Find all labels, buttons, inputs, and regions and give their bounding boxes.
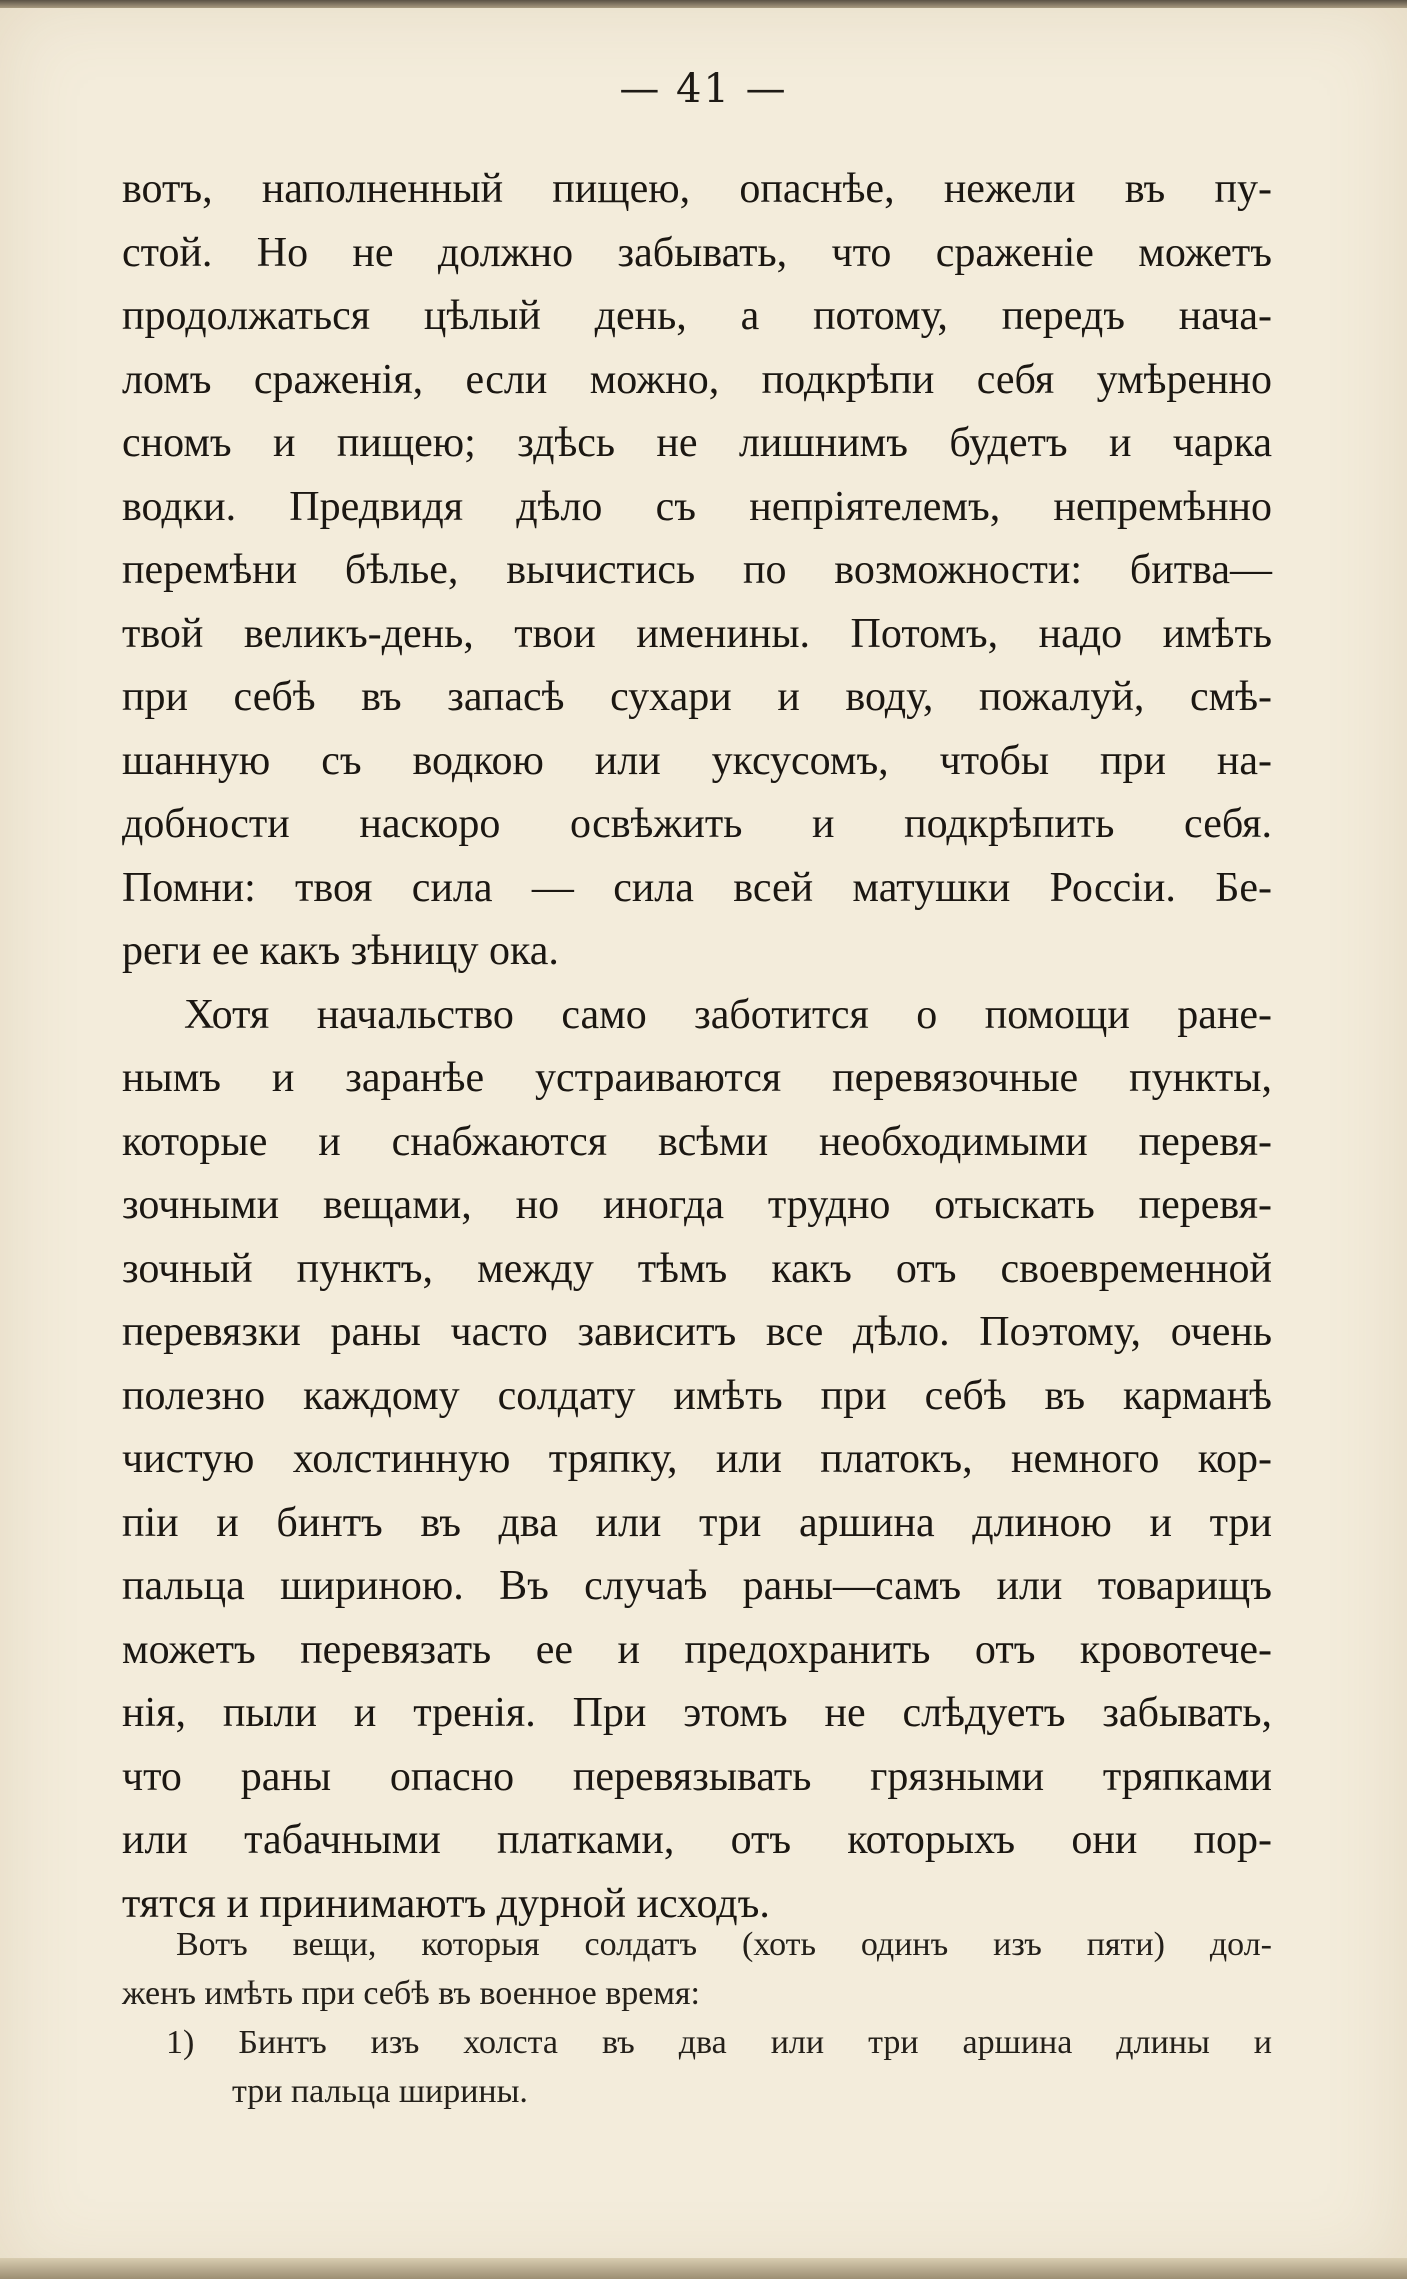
- text-line: которые и снабжаются всѣми необходимыми перевя-: [122, 1118, 1272, 1165]
- text-line: Помни: твоя сила — сила всей матушки Россіи. Бе-: [122, 864, 1272, 911]
- list-item-1-line: три пальца ширины.: [232, 2073, 528, 2110]
- text-line: зочными вещами, но иногда трудно отыскать перевя-: [122, 1182, 1272, 1228]
- text-line: или табачными платками, отъ которыхъ они пор-: [122, 1817, 1272, 1863]
- text-line: чистую холстинную тряпку, или платокъ, немного кор-: [122, 1436, 1272, 1482]
- text-line: продолжаться цѣлый день, а потому, передъ нача-: [122, 293, 1272, 339]
- main-text: [122, 158, 1272, 1936]
- text-line: добности наскоро освѣжить и подкрѣпить себя.: [122, 801, 1272, 847]
- text-line: перемѣни бѣлье, вычистись по возможности: битва—: [122, 547, 1272, 593]
- text-line: пальца шириною. Въ случаѣ раны—самъ или товарищъ: [122, 1563, 1272, 1609]
- text-line: нымъ и заранѣе устраиваются перевязочные пункты,: [122, 1055, 1272, 1101]
- paragraph-1: [122, 158, 1272, 984]
- text-line: полезно каждому солдату имѣть при себѣ въ карманѣ: [122, 1372, 1272, 1419]
- text-line: реги ее какъ зѣницу ока.: [122, 928, 559, 974]
- text-line: что раны опасно перевязывать грязными тряпками: [122, 1753, 1272, 1800]
- text-line: водки. Предвидя дѣло съ непріятелемъ, непремѣнно: [122, 483, 1272, 530]
- text-line: тятся и принимаютъ дурной исходъ.: [122, 1880, 770, 1927]
- text-line: ломъ сраженія, если можно, подкрѣпи себя умѣренно: [122, 356, 1272, 403]
- text-line: шанную съ водкою или уксусомъ, чтобы при на-: [122, 737, 1272, 784]
- text-line: можетъ перевязать ее и предохранить отъ кровотече-: [122, 1626, 1272, 1673]
- text-line: зочный пунктъ, между тѣмъ какъ отъ своевременной: [122, 1245, 1272, 1292]
- list-item-1-line: 1) Бинтъ изъ холста въ два или три аршина длины и: [166, 2024, 1272, 2061]
- text-line: піи и бинтъ въ два или три аршина длиною и три: [122, 1499, 1272, 1546]
- small-text-line: женъ имѣть при себѣ въ военное время:: [122, 1975, 700, 2012]
- text-line: при себѣ въ запасѣ сухари и воду, пожалуй, смѣ-: [122, 674, 1272, 720]
- text-line: перевязки раны часто зависитъ все дѣло. Поэтому, очень: [122, 1309, 1272, 1355]
- text-line: нія, пыли и тренія. При этомъ не слѣдуетъ забывать,: [122, 1690, 1272, 1736]
- text-line: сномъ и пищею; здѣсь не лишнимъ будетъ и чарка: [122, 420, 1272, 466]
- small-text-line: Вотъ вещи, которыя солдатъ (хоть одинъ изъ пяти) дол-: [176, 1926, 1272, 1963]
- small-print-section: [122, 1920, 1272, 2116]
- text-line: твой великъ-день, твои именины. Потомъ, надо имѣть: [122, 610, 1272, 657]
- page-top-edge: [0, 0, 1407, 8]
- text-line: Хотя начальство само заботится о помощи ране-: [184, 991, 1272, 1038]
- page-number: — 41 —: [619, 66, 788, 112]
- text-line: вотъ, наполненный пищею, опаснѣе, нежели въ пу-: [122, 166, 1272, 212]
- paragraph-2: [122, 984, 1272, 1937]
- page-bottom-edge: [0, 2258, 1407, 2279]
- text-line: стой. Но не должно забывать, что сраженіе можетъ: [122, 229, 1272, 276]
